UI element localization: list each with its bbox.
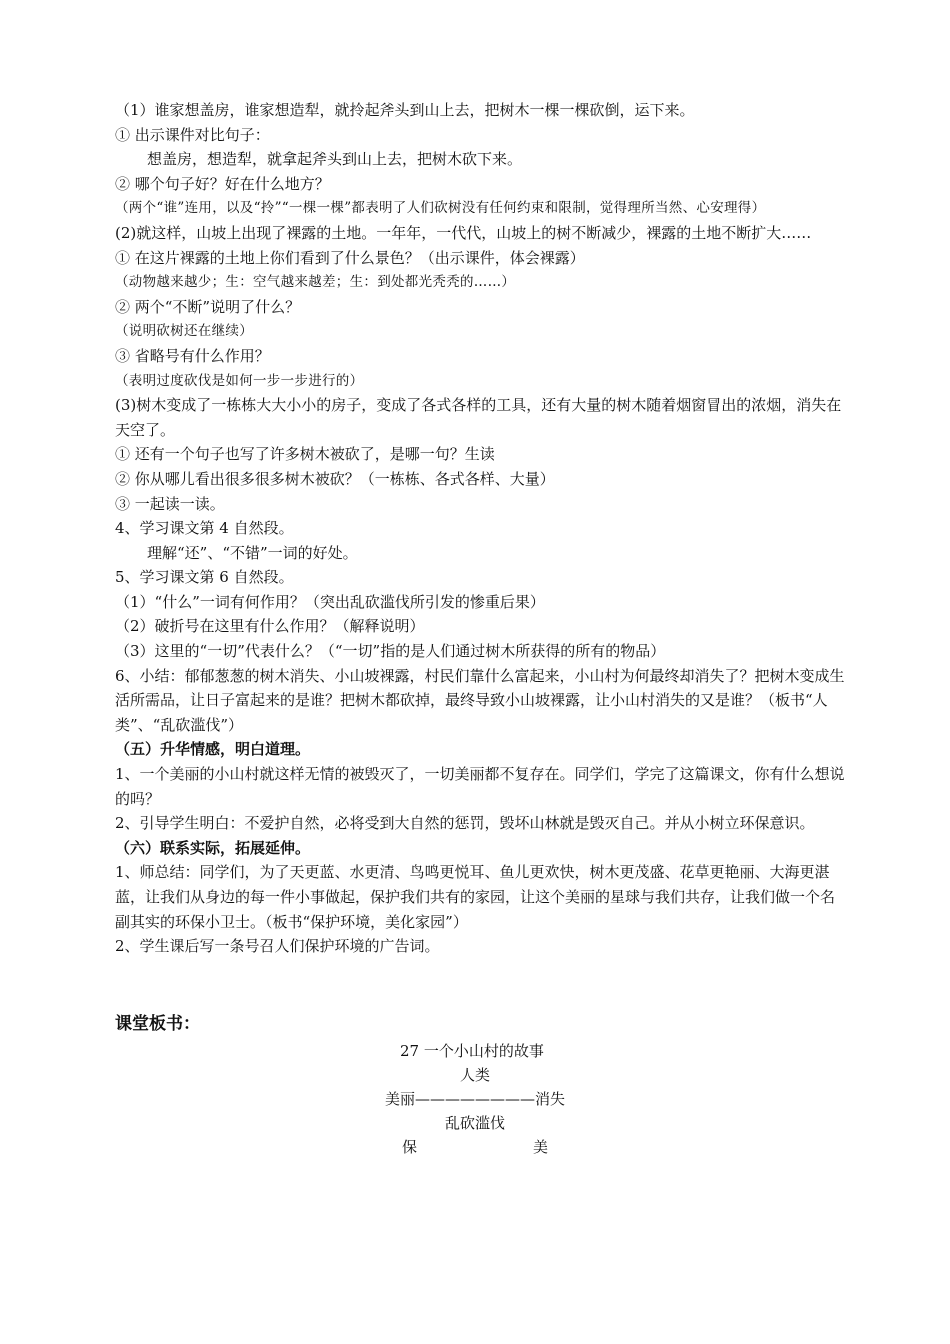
lesson-content — [115, 98, 845, 1169]
lesson-line: (3)树木变成了一栋栋大大小小的房子，变成了各式各样的工具，还有大量的树木随着烟窗冒出的浓烟，消失在天空了。 — [115, 396, 842, 439]
board-relation-line — [385, 1087, 565, 1111]
lesson-line: （表明过度砍伐是如何一步一步进行的） — [115, 372, 364, 389]
lesson-line: 理解“还”、“不错”一词的好处。 — [147, 543, 358, 562]
lesson-line: （1）谁家想盖房，谁家想造犁，就拎起斧头到山上去，把树木一棵一棵砍倒，运下来。 — [115, 101, 695, 119]
lesson-line: 1、一个美丽的小山村就这样无情的被毁灭了，一切美丽都不复存在。同学们，学完了这篇课文，你有什么想说的吗？ — [115, 765, 845, 808]
blackboard-writing — [115, 1039, 845, 1169]
lesson-lines — [115, 98, 845, 959]
lesson-line: ③ 一起读一读。 — [115, 494, 225, 513]
lesson-line: ③ 省略号有什么作用？ — [115, 346, 270, 365]
lesson-line: 想盖房，想造犁，就拿起斧头到山上去，把树木砍下来。 — [147, 150, 523, 169]
lesson-line: ② 你从哪儿看出很多很多树木被砍？（一栋栋、各式各样、大量） — [115, 469, 555, 488]
lesson-line: （2）破折号在这里有什么作用？（解释说明） — [115, 617, 425, 636]
lesson-line: ① 还有一个句子也写了许多树木被砍了，是哪一句？生读 — [115, 445, 495, 464]
lesson-line: (2)就这样，山坡上出现了裸露的土地。一年年，一代代，山坡上的树不断减少，裸露的土地不断扩大…… — [115, 223, 812, 242]
board-middle-word: 乱砍滥伐 — [445, 1113, 506, 1132]
lesson-line: （动物越来越少；生：空气越来越差；生：到处都光秃秃的……） — [115, 274, 516, 291]
board-line-dashes: ———————— — [415, 1089, 536, 1108]
board-line-left: 美丽 — [385, 1089, 416, 1108]
lesson-line: （3）这里的“一切”代表什么？（“一切”指的是人们通过树木所获得的所有的物品） — [115, 642, 666, 661]
board-bottom-right: 美 — [533, 1137, 549, 1156]
section-heading: （六）联系实际，拓展延伸。 — [115, 838, 311, 857]
board-bottom-left: 保 — [402, 1137, 418, 1156]
lesson-line: 2、引导学生明白：不爱护自然，必将受到大自然的惩罚，毁坏山林就是毁灭自己。并从小树立环保意识。 — [115, 814, 815, 833]
board-heading: 课堂板书： — [115, 1013, 200, 1034]
section-heading: （五）升华情感，明白道理。 — [115, 740, 311, 759]
lesson-line: 4、学习课文第 4 自然段。 — [115, 519, 294, 538]
lesson-line: （1）“什么”一词有何作用？（突出乱砍滥伐所引发的惨重后果） — [115, 592, 545, 611]
lesson-line: ② 哪个句子好？好在什么地方？ — [115, 174, 330, 193]
lesson-line: ② 两个“不断”说明了什么？ — [115, 297, 301, 316]
lesson-line: 6、小结：郁郁葱葱的树木消失、小山坡裸露，村民们靠什么富起来，小山村为何最终却消失了？把树木变成生活所需品，让日子富起来的是谁？把树木都砍掉，最终导致小山坡裸露，让小山村消失的又是谁？（板书“人类”、“乱砍滥伐”） — [115, 666, 845, 734]
lesson-line: 5、学习课文第 6 自然段。 — [115, 568, 294, 587]
board-top-word: 人类 — [460, 1065, 491, 1084]
lesson-line: ① 在这片裸露的土地上你们看到了什么景色？（出示课件，体会裸露） — [115, 248, 585, 267]
lesson-line: （两个“谁”连用，以及“拎”“一棵一棵”都表明了人们砍树没有任何约束和限制，觉得理所当然、心安理得） — [115, 200, 766, 217]
lesson-line: （说明砍树还在继续） — [115, 323, 253, 340]
lesson-line: 2、学生课后写一条号召人们保护环境的广告词。 — [115, 937, 440, 956]
board-line-right: 消失 — [535, 1089, 566, 1108]
board-title: 27 一个小山村的故事 — [400, 1041, 544, 1060]
lesson-line: 1、师总结：同学们，为了天更蓝、水更清、鸟鸣更悦耳、鱼儿更欢快，树木更茂盛、花草更艳丽、大海更湛蓝，让我们从身边的每一件小事做起，保护我们共有的家园，让这个美丽的星球与我们共存，让我们做一个名副其实的环保小卫士。（板书“保护环境，美化家园”） — [115, 863, 836, 931]
lesson-line: ① 出示课件对比句子： — [115, 125, 270, 144]
